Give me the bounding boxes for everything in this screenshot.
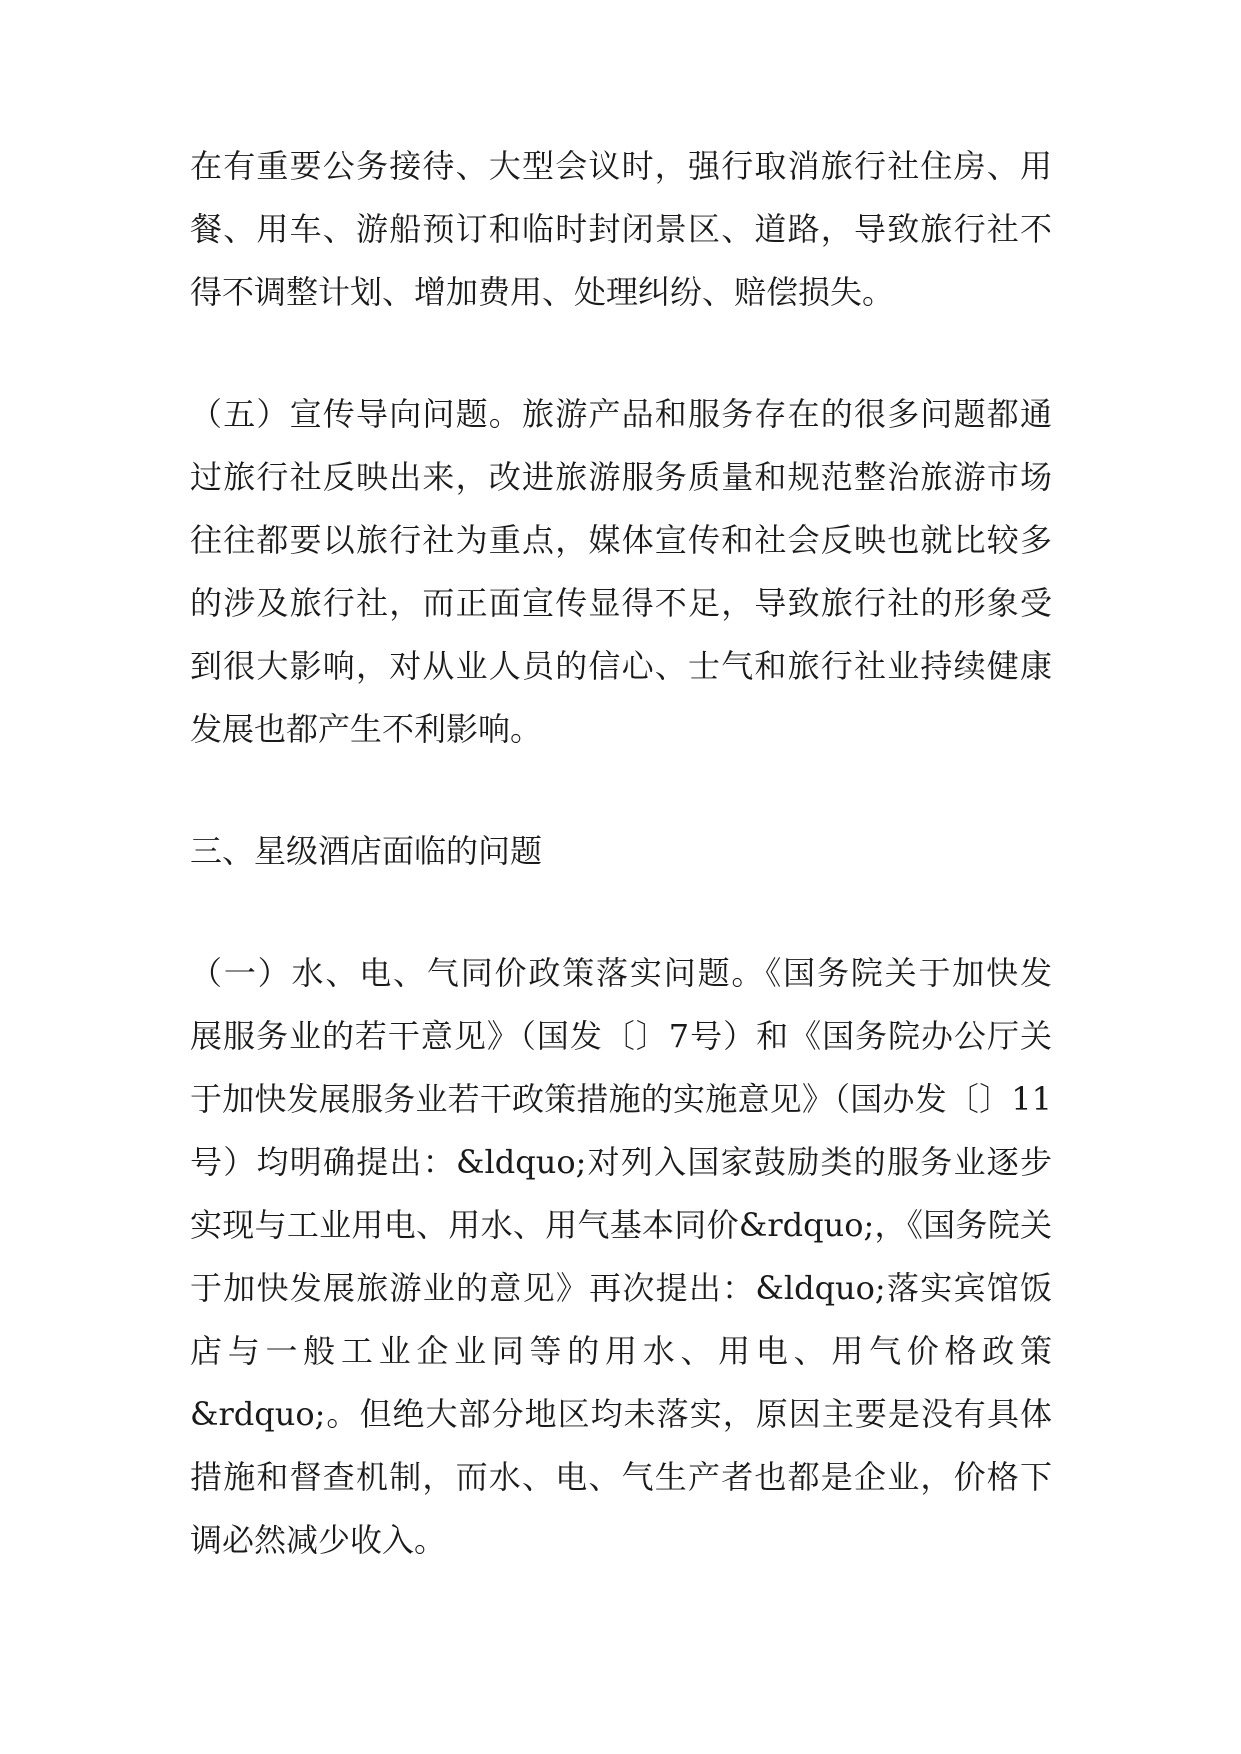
paragraph-1-line-3: 得不调整计划、增加费用、处理纠纷、赔偿损失。 — [190, 273, 895, 311]
paragraph-3-line-9: 措施和督查机制，而水、电、气生产者也都是企业，价格下 — [190, 1458, 1052, 1496]
paragraph-2-line-3: 往往都要以旅行社为重点，媒体宣传和社会反映也就比较多 — [190, 521, 1052, 559]
paragraph-2-line-5: 到很大影响，对从业人员的信心、士气和旅行社业持续健康 — [190, 647, 1052, 685]
paragraph-3-line-6: 于加快发展旅游业的意见》再次提出：&ldquo;落实宾馆饭 — [190, 1269, 1052, 1307]
paragraph-3-line-7: 店与一般工业企业同等的用水、用电、用气价格政策 — [190, 1332, 1052, 1370]
paragraph-2-line-1: （五）宣传导向问题。旅游产品和服务存在的很多问题都通 — [190, 395, 1052, 433]
paragraph-3-line-4: 号）均明确提出：&ldquo;对列入国家鼓励类的服务业逐步 — [190, 1143, 1052, 1181]
paragraph-3-line-2: 展服务业的若干意见》（国发〔〕7号）和《国务院办公厅关 — [190, 1017, 1052, 1055]
paragraph-2-line-2: 过旅行社反映出来，改进旅游服务质量和规范整治旅游市场 — [190, 458, 1052, 496]
paragraph-3-line-8: &rdquo;。但绝大部分地区均未落实，原因主要是没有具体 — [190, 1395, 1052, 1433]
paragraph-2-line-4: 的涉及旅行社，而正面宣传显得不足，导致旅行社的形象受 — [190, 584, 1052, 622]
paragraph-1-line-2: 餐、用车、游船预订和临时封闭景区、道路，导致旅行社不 — [190, 210, 1052, 248]
paragraph-3-line-10: 调必然减少收入。 — [190, 1521, 447, 1559]
paragraph-2-line-6: 发展也都产生不利影响。 — [190, 710, 543, 748]
paragraph-3-line-5: 实现与工业用电、用水、用气基本同价&rdquo;，《国务院关 — [190, 1206, 1052, 1244]
paragraph-3-line-1: （一）水、电、气同价政策落实问题。《国务院关于加快发 — [190, 954, 1052, 992]
section-heading: 三、星级酒店面临的问题 — [190, 832, 543, 870]
paragraph-3-line-3: 于加快发展服务业若干政策措施的实施意见》（国办发〔〕11 — [190, 1080, 1052, 1118]
paragraph-1-line-1: 在有重要公务接待、大型会议时，强行取消旅行社住房、用 — [190, 147, 1052, 185]
